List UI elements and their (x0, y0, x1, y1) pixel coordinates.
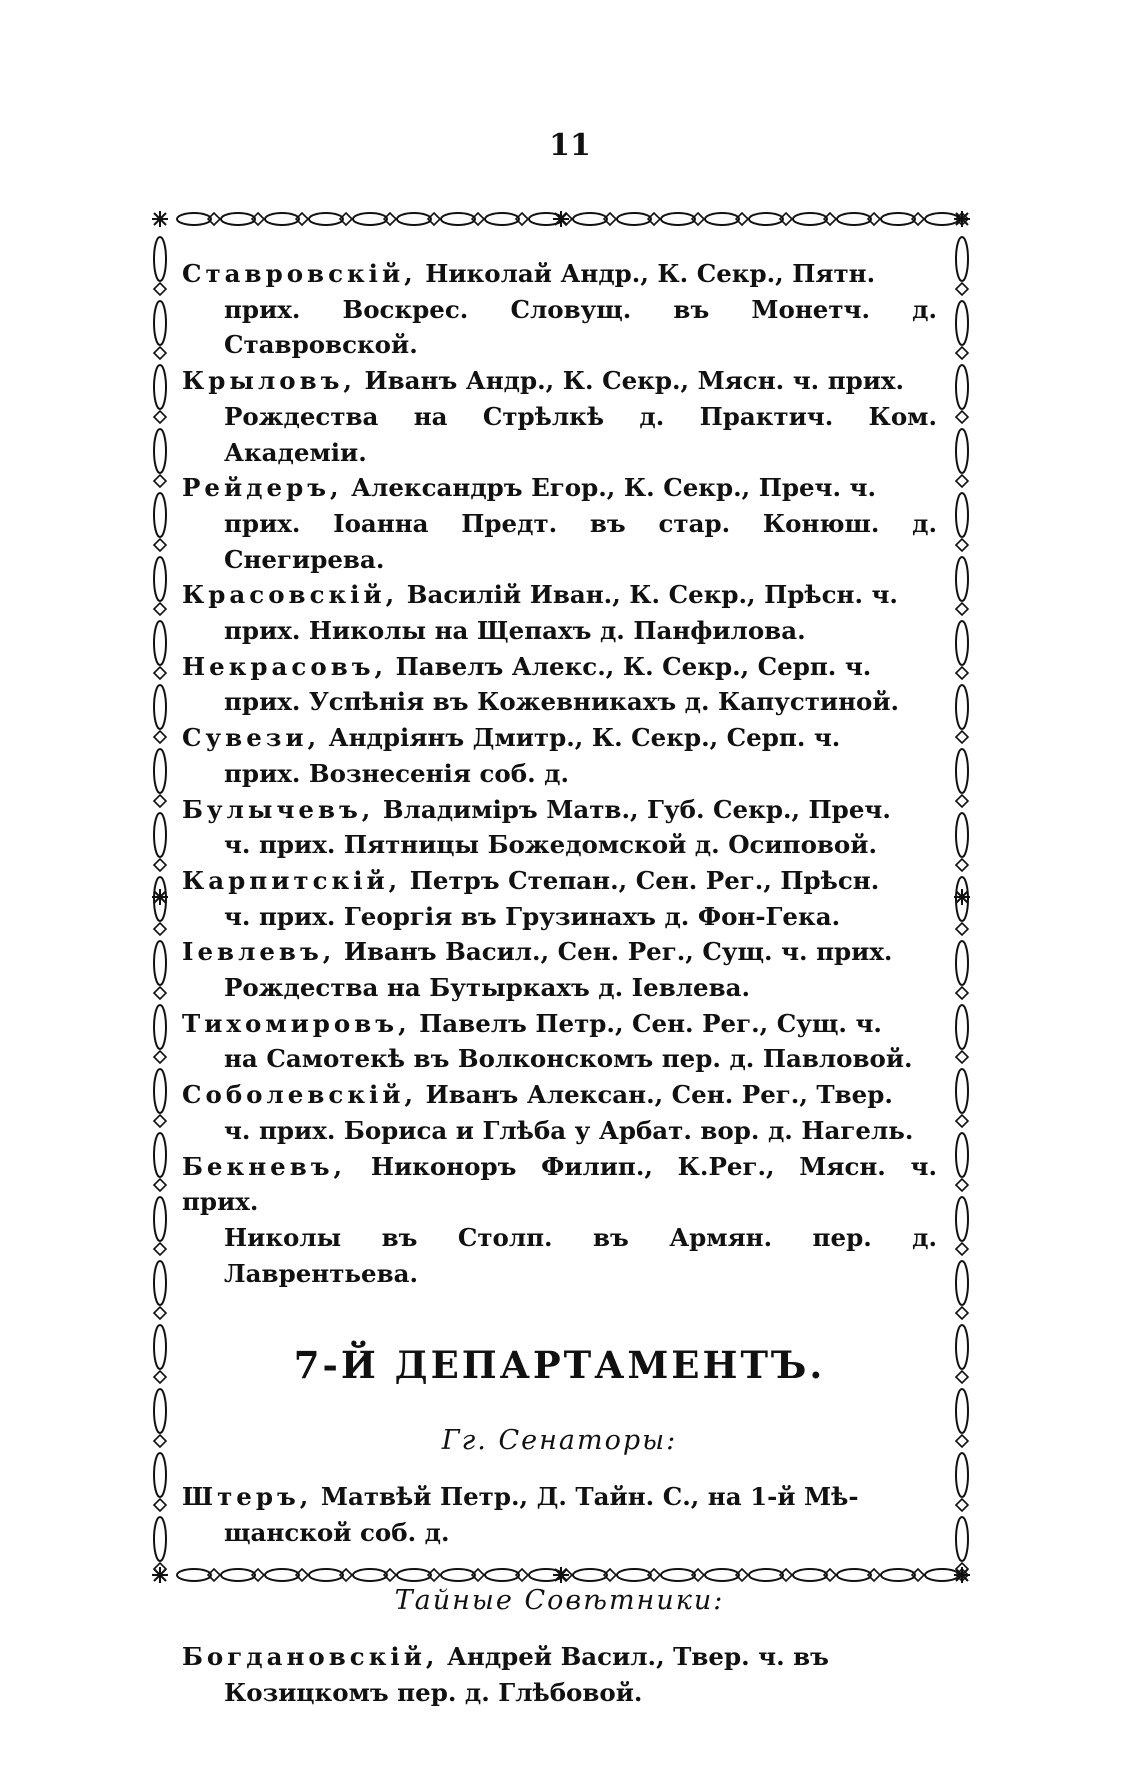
official-entry (182, 363, 937, 470)
entry-address: щанской соб. д. (224, 1518, 450, 1548)
official-entry (182, 1077, 937, 1148)
entry-details: Василій Иван., К. Секр., Прѣсн. ч. (406, 580, 898, 610)
official-entry (182, 792, 937, 863)
entry-address: прих. Іоанна Предт. въ стар. Конюш. д. Снегирева. (224, 508, 937, 574)
senators-heading: Гг. Сенаторы: (441, 1425, 678, 1457)
entry-details: Никоноръ Филип., К.Рег., Мясн. ч. прих. (182, 1151, 938, 1217)
official-entry (182, 649, 937, 720)
entry-address: прих. Николы на Щепахъ д. Панфилова. (224, 616, 806, 646)
official-entry (182, 934, 937, 1005)
entry-details: Иванъ Андр., К. Секр., Мясн. ч. прих. (364, 366, 905, 396)
entry-address: прих. Вознесенія соб. д. (224, 758, 569, 788)
department-heading: 7-Й ДЕПАРТАМЕНТЪ. (293, 1343, 826, 1388)
entry-surname: Карпитскій, (182, 865, 402, 895)
official-entry (182, 1479, 937, 1550)
senators-list (182, 1479, 937, 1550)
entry-address: Николы въ Столп. въ Армян. пер. д. Лаврентьева. (224, 1222, 937, 1288)
entry-surname: Штеръ, (182, 1482, 313, 1512)
entry-surname: Соболевскій, (182, 1080, 418, 1110)
official-list (182, 256, 937, 1291)
official-entry (182, 470, 937, 577)
official-entry (182, 720, 937, 791)
entry-surname: Некрасовъ, (182, 651, 388, 681)
entry-surname: Сувези, (182, 723, 321, 753)
entry-details: Иванъ Васил., Сен. Рег., Сущ. ч. прих. (343, 937, 893, 967)
entry-surname: Бекневъ, (182, 1151, 347, 1181)
official-entry (182, 1149, 937, 1292)
entry-details: Николай Андр., К. Секр., Пятн. (425, 259, 876, 288)
entry-surname: Ставровскій, (182, 259, 417, 288)
entry-address: прих. Воскрес. Словущ. въ Монетч. д. Ставровской. (224, 294, 937, 360)
entry-address: Козицкомъ пер. д. Глѣбовой. (224, 1677, 643, 1707)
official-entry (182, 1006, 937, 1077)
entry-address: Рождества на Бутыркахъ д. Іевлева. (224, 973, 751, 1003)
entry-details: Андріянъ Дмитр., К. Секр., Серп. ч. (328, 723, 841, 753)
entry-surname: Богдановскій, (182, 1641, 439, 1671)
entry-details: Павелъ Петр., Сен. Рег., Сущ. ч. (419, 1008, 882, 1038)
page-content (182, 256, 937, 1710)
entry-surname: Красовскій, (182, 580, 399, 610)
entry-details: Андрей Васил., Твер. ч. въ (446, 1641, 829, 1671)
official-entry (182, 256, 937, 363)
official-entry (182, 577, 937, 648)
official-entry (182, 863, 937, 934)
entry-surname: Крыловъ, (182, 366, 356, 396)
entry-address: ч. прих. Бориса и Глѣба у Арбат. вор. д. Нагель. (224, 1115, 914, 1145)
entry-address: Рождества на Стрѣлкѣ д. Практич. Ком. Академіи. (224, 401, 937, 467)
privy-councillors-list (182, 1639, 937, 1710)
entry-details: Иванъ Алексан., Сен. Рег., Твер. (425, 1080, 893, 1110)
entry-surname: Тихомировъ, (182, 1008, 411, 1038)
entry-address: на Самотекѣ въ Волконскомъ пер. д. Павловой. (224, 1044, 913, 1074)
page-number: 11 (549, 128, 591, 163)
entry-details: Александръ Егор., К. Секр., Преч. ч. (351, 473, 877, 503)
entry-surname: Булычевъ, (182, 794, 375, 824)
privy-councillors-heading: Тайные Совѣтники: (394, 1584, 725, 1616)
entry-surname: Рейдеръ, (182, 473, 343, 503)
entry-surname: Іевлевъ, (182, 937, 336, 967)
entry-details: Владиміръ Матв., Губ. Секр., Преч. (382, 794, 891, 824)
entry-details: Петръ Степан., Сен. Рег., Прѣсн. (409, 865, 880, 895)
entry-details: Матвѣй Петр., Д. Тайн. С., на 1-й Мѣ- (320, 1482, 859, 1512)
entry-address: прих. Успѣнія въ Кожевникахъ д. Капустиной. (224, 687, 900, 717)
official-entry (182, 1639, 937, 1710)
entry-address: ч. прих. Пятницы Божедомской д. Осиповой. (224, 830, 877, 860)
entry-address: ч. прих. Георгія въ Грузинахъ д. Фон-Гека. (224, 901, 841, 931)
entry-details: Павелъ Алекс., К. Секр., Серп. ч. (395, 651, 872, 681)
